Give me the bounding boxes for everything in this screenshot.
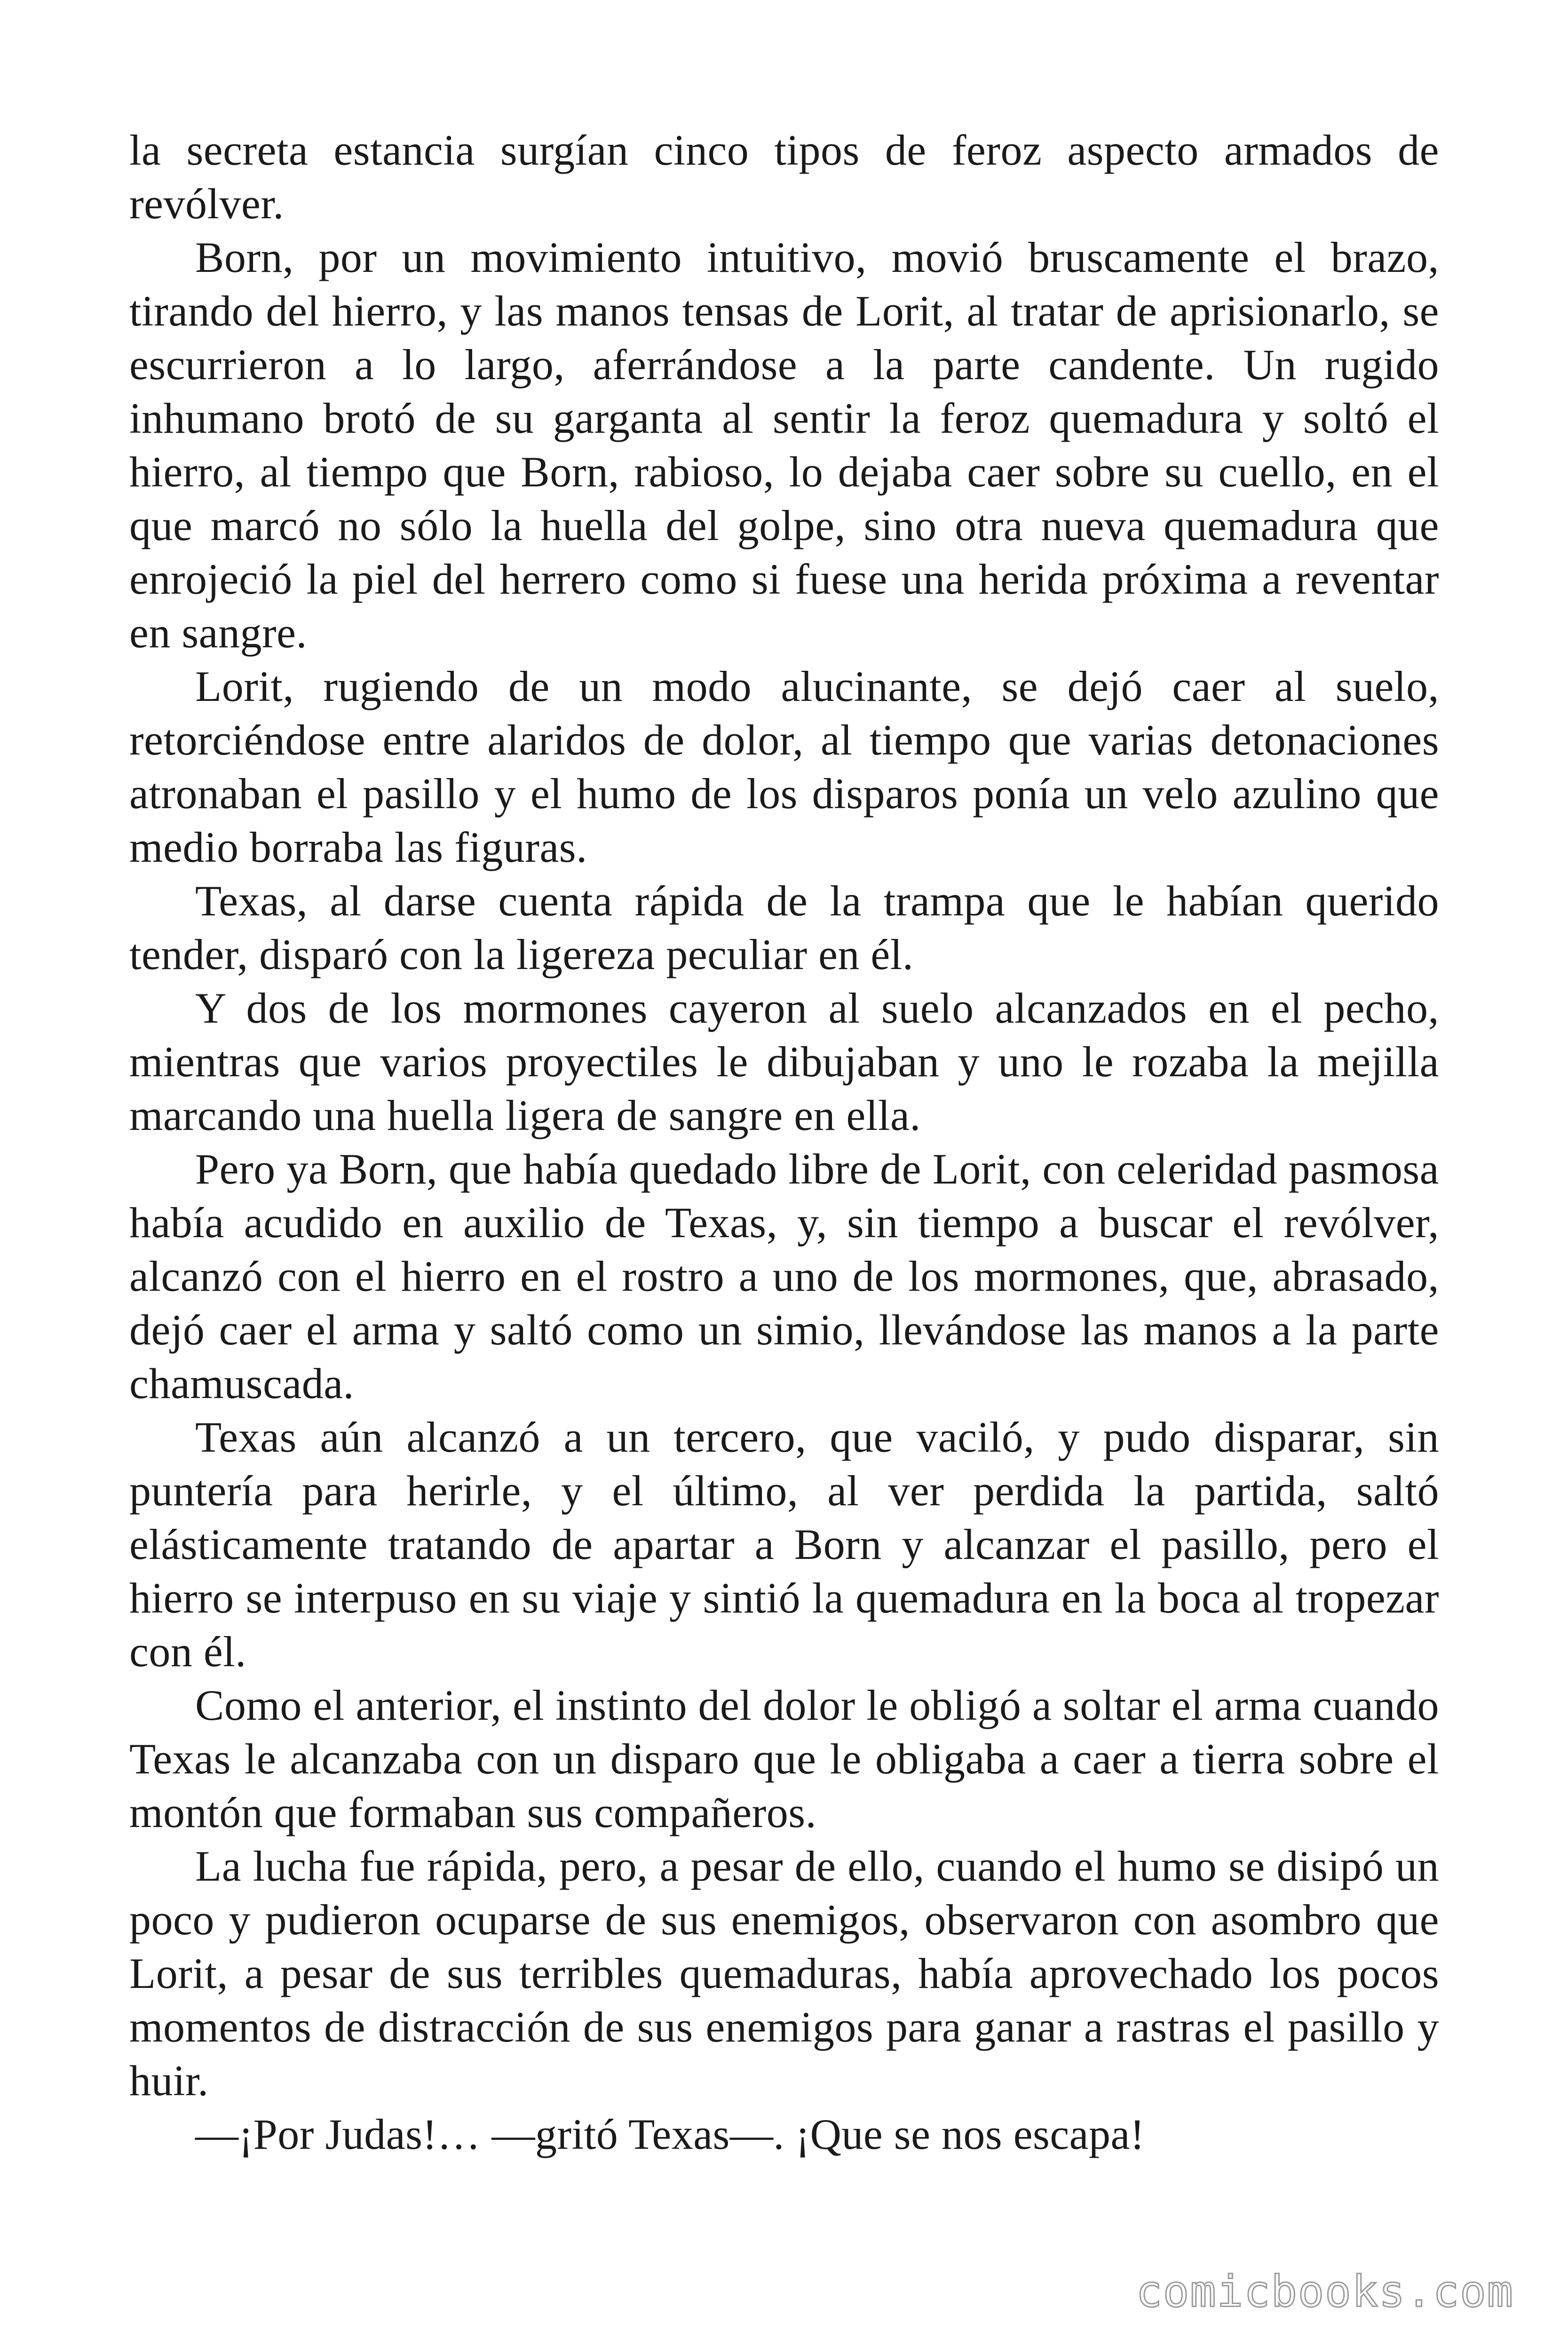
- paragraph: Pero ya Born, que había quedado libre de Lorit, con celeridad pasmosa había acudido en auxilio de Texas, y, sin tiempo a buscar el revólver, alcanzó con el hierro en el rostro a uno de los mormones, que, abrasado, dejó caer el arma y saltó como un simio, llevándose las manos a la parte chamuscada.: [129, 1145, 1439, 1407]
- paragraph: La lucha fue rápida, pero, a pesar de ello, cuando el humo se disipó un poco y pudieron ocuparse de sus enemigos, observaron con asombro que Lorit, a pesar de sus terribles quemaduras, había aprovechado los pocos momentos de distracción de sus enemigos para ganar a rastras el pasillo y huir.: [129, 1842, 1439, 2105]
- paragraph: Born, por un movimiento intuitivo, movió bruscamente el brazo, tirando del hierro, y las manos tensas de Lorit, al tratar de aprisionarlo, se escurrieron a lo largo, aferrándose a la parte candente. Un rugido inhumano brotó de su garganta al sentir la feroz quemadura y soltó el hierro, al tiempo que Born, rabioso, lo dejaba caer sobre su cuello, en el que marcó no sólo la huella del golpe, sino otra nueva quemadura que enrojeció la piel del herrero como si fuese una herida próxima a reventar en sangre.: [129, 233, 1439, 657]
- page-body: [129, 123, 1439, 2161]
- paragraph: Y dos de los mormones cayeron al suelo alcanzados en el pecho, mientras que varios proyectiles le dibujaban y uno le rozaba la mejilla marcando una huella ligera de sangre en ella.: [129, 984, 1439, 1139]
- paragraph: —¡Por Judas!… —gritó Texas—. ¡Que se nos escapa!: [195, 2110, 1145, 2158]
- paragraph: la secreta estancia surgían cinco tipos de feroz aspecto armados de revólver.: [129, 126, 1439, 228]
- paragraph: Texas aún alcanzó a un tercero, que vaciló, y pudo disparar, sin puntería para herirle, y el último, al ver perdida la partida, saltó elásticamente tratando de apartar a Born y alcanzar el pasillo, pero el hierro se interpuso en su viaje y sintió la quemadura en la boca al tropezar con él.: [129, 1413, 1439, 1676]
- paragraph: Lorit, rugiendo de un modo alucinante, se dejó caer al suelo, retorciéndose entre alaridos de dolor, al tiempo que varias detonaciones atronaban el pasillo y el humo de los disparos ponía un velo azulino que medio borraba las figuras.: [129, 662, 1439, 871]
- paragraph: Texas, al darse cuenta rápida de la trampa que le habían querido tender, disparó con la ligereza peculiar en él.: [129, 877, 1439, 978]
- paragraph: Como el anterior, el instinto del dolor le obligó a soltar el arma cuando Texas le alcanzaba con un disparo que le obligaba a caer a tierra sobre el montón que formaban sus compañeros.: [129, 1681, 1439, 1836]
- watermark: comicbooks.com: [1136, 2266, 1514, 2317]
